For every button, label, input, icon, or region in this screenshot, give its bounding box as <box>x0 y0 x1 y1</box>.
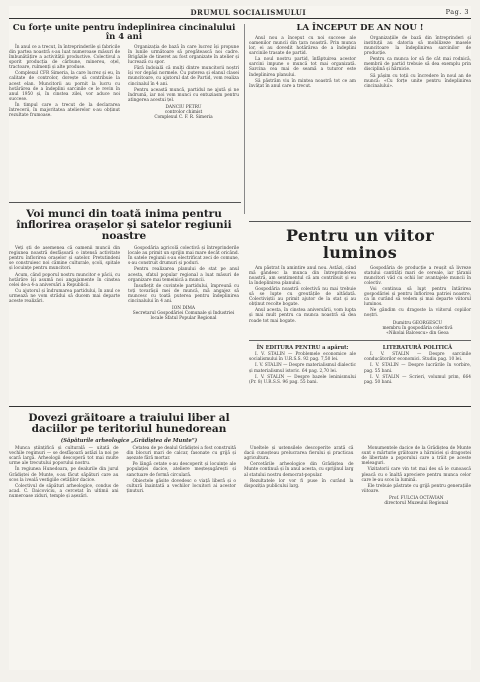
author-signature: Dumitru GEORGESCU membru în gospodăria colectivă «Nikolai Balcescu» din Geoa <box>382 320 453 336</box>
author-signature: ION DIMA Secretarul Gospodăriei Comunale și Industriei locale Sfatul Popular Regional <box>132 306 235 322</box>
paragraph: Anul acesta, în cinstea aniversării, vom lupta și mai mult pentru ca munca noastră să dea roade tot mai bogate. <box>249 308 356 324</box>
paragraph: Cetatea de pe dealul Grădiștei a fost construită din blocuri mari de calcar, fasonate cu grijă și așezate fără mortar. <box>126 446 236 462</box>
paragraph: În regiunea Hunedoara, pe dealurile din jurul Grădiștei de Munte, s-au făcut săpături care au scos la iveală vestigiile cetăților dacice. <box>9 467 119 483</box>
paragraph: Gospodăria agricolă colectivă și întreprinderile locale au primit un sprijin mai mare decât oricând. În satele regiunii s-au electrificat zeci de comune, s-au construit drumuri și poduri. <box>128 246 239 267</box>
article-column <box>9 45 120 121</box>
paragraph: Acum, când poporul nostru muncitor e păcii, cu hotărâre își asumă noi angajamente în cinstea celei de-a 4-a aniversări a Republicii. <box>9 272 120 288</box>
editura-box <box>249 343 356 386</box>
paragraph: Voi continua să lupt pentru întărirea gospodăriei și pentru înflorirea patriei noastre, ca în curând să vedem și mai departe viitorul luminos. <box>364 286 471 308</box>
article-cincinal <box>9 24 239 120</box>
paragraph: Să pășim cu toții cu încredere în noul an de muncă: «Cu forțe unite pentru îndeplinirea cincinalului». <box>364 73 471 89</box>
article-headline: LA ÎNCEPUT DE AN NOU ! <box>296 23 424 33</box>
article-viitor <box>249 228 471 386</box>
newspaper-name: DRUMUL SOCIALISMULUI <box>190 7 307 17</box>
paragraph: Pe lângă cetate s-au descoperit și locuințe ale populației dacice, ateliere meșteșugărești și sanctuare de formă circulară. <box>126 462 236 478</box>
paragraph: În timpul care a trecut de la declararea întrecerii, în majoritatea atelierelor s-au obținut rezultate frumoase. <box>9 102 120 119</box>
article-an-nou <box>249 24 471 90</box>
article-headline: Cu forțe unite pentru îndeplinirea cincinalului în 4 ani <box>12 23 236 42</box>
book-item: I. V. STALIN — Despre sarcinile conducătorilor economici. Studiu pag. 10 lei. <box>364 352 471 363</box>
paragraph: Monumentele dacice de la Grădiștea de Munte sunt o mărturie grăitoare a hărniciei și dragostei de libertate a poporului care a trăit pe aceste meleaguri. <box>361 446 471 467</box>
article-headline: Dovezi grăitoare a traiului liber al daciilor pe teritoriul hunedorean <box>28 412 230 436</box>
author-signature: Prof. FULCIA OCTAVIAN directorul Muzeului Regional <box>384 495 449 507</box>
article-column <box>9 446 119 506</box>
book-item: I. V. STALIN — Despre lucrările în vorbire, pag. 55 bani. <box>364 363 471 374</box>
article-regiune <box>9 209 239 322</box>
paragraph: Am păstrat în amintire anul nou. Astăzi, când mă gândesc la munca din întreprinderea noastră, am sentimentul că am contribuit și eu la îndeplinirea planului. <box>249 265 356 286</box>
article-column <box>364 36 471 90</box>
column-divider <box>244 24 245 214</box>
paragraph: Anul nou a început cu noi succese ale oamenilor muncii din țara noastră. Prin munca lor, ei au dovedit hotărârea de a îndeplini sarcinile trasate de partid. <box>249 35 356 57</box>
paragraph: La noul nostru partid, înfăptuirea acestor sarcini impune o muncă tot mai organizată. Sarcina cea mai de seamă a tuturor este îndeplinirea planului. <box>249 57 356 78</box>
paragraph: Gospodăria noastră colectivă nu mai trebuie să se lupte cu greutățile de altădată. Colectiviștii au primit ajutor de la stat și au obținut recolte bogate. <box>249 286 356 308</box>
page-number: Pag. 3 <box>445 8 469 16</box>
paragraph: În anul ce a trecut, în întreprinderile și fabricile din partea noastră s-au luat numeroase măsuri de îmbunătățire a activității productive. Colectivul a sporit producția de cărbune, minereu, oțel, tractoare, rulmenți și alte produse. <box>9 44 120 71</box>
paragraph: Organizația de bază în care lucrez își propune în lunile următoare să pregătească noi cadre. Brigăzile de tineret au fost organizate în atelier și lucrează cu spor. <box>128 44 239 66</box>
paragraph: Veți ști de asemenea că oamenii muncii din regiunea noastră desfășoară o intensă activitate pentru înflorirea orașelor și satelor. Pretutindeni se construiesc noi cămine culturale, școli, spitale și locuințe pentru muncitori. <box>9 246 120 272</box>
paragraph: Cu ajutorul și îndrumarea partidului, în anul ce urmează ne vom strădui să ducem mai departe aceste realizări. <box>9 288 120 304</box>
section-rule <box>9 406 471 407</box>
paragraph: Pentru această muncă, partidul ne ajută și ne îndrumă, iar noi vom munci cu entuziasm pentru atingerea acestui țel. <box>128 87 239 103</box>
book-item: I. V. STALIN — Scrieri, volumul prim, 664 pag. 50 bani. <box>364 374 471 385</box>
article-column <box>249 266 356 337</box>
literatura-box <box>364 343 471 386</box>
article-column <box>244 446 354 506</box>
paragraph: Rezultatele lor vor fi puse în curând la dispoziția publicului larg. <box>244 478 354 489</box>
literatura-heading: LITERATURĂ POLITICĂ <box>382 345 453 352</box>
paragraph: Obiectele găsite dovedesc o viață liberă și o cultură înaintată a vechilor locuitori ai acestor ținuturi. <box>126 478 236 494</box>
paragraph: Organizațiile de bază din întreprinderi și instituții au datoria să mobilizeze masele muncitoare la îndeplinirea sarcinilor de producție. <box>364 35 471 57</box>
section-rule <box>249 221 471 222</box>
paragraph: Pentru realizarea planului de stat pe anul acesta, sfatul popular regional a luat măsuri de organizare mai temeinică a muncii. <box>128 267 239 283</box>
article-column <box>362 446 472 506</box>
article-column <box>364 266 471 337</box>
paragraph: Uneltele și ustensilele descoperite arată că dacii cunoșteau prelucrarea fierului și practicau agricultura. <box>244 446 354 462</box>
paragraph: Cercetările arheologice din Grădiștea de Munte continuă și în anul acesta, cu sprijinul larg al statului nostru democrat-popular. <box>244 462 354 478</box>
author-signature: DANCIU PETRU controlor chimist Complexul C. F. R. Simeria <box>154 104 213 121</box>
paragraph: Ne gândim cu dragoste la viitorul copiilor noștri. <box>364 308 471 319</box>
article-subheadline: (Săpăturile arheologice „Grădiștea de Munte”) <box>60 438 198 445</box>
paragraph: Ele trebuie păstrate cu grijă pentru generațiile viitoare. <box>361 483 471 494</box>
article-column <box>127 446 237 506</box>
newspaper-page <box>9 6 471 670</box>
article-daci <box>9 413 471 506</box>
article-column <box>128 246 239 322</box>
editura-heading: ÎN EDITURA PENTRU a apărut: <box>256 345 349 352</box>
book-item: I. V. STALIN — Problemele economice ale socialismului în U.R.S.S. 92 pag. 7,50 lei. <box>249 352 356 363</box>
article-column <box>249 36 356 90</box>
article-headline: Pentru un viitor luminos <box>285 226 435 262</box>
article-column <box>128 45 239 121</box>
paragraph: Colectivul de săpături arheologice, condus de acad. C. Daicoviciu, a cercetat în ultimii ani numeroase ziduri, temple și așezări. <box>9 483 119 499</box>
article-column <box>9 246 120 322</box>
paragraph: Fără îndoială că mulți dintre muncitorii noștri își vor depăși normele. Cu puterea și elanul clasei muncitoare, cu ajutorul dat de Partid, vom realiza cincinalul în 4 ani. <box>128 66 239 87</box>
section-rule <box>9 202 241 203</box>
paragraph: Complexul CFR Simeria, la care lucrez și eu, în calitate de controlor, dorește să contribuie la acest elan. Muncitorii au pornit la lucru cu hotărârea de a îndeplini sarcinile ce le revin în anul 1950 și, în cinstea zilei, vor aduce noi succese. <box>9 71 120 102</box>
paragraph: Munca științifică și culturală — uitată de vechile regimuri — se desfășoară astăzi la noi pe scară largă. Arheologii descoperă tot mai multe urme ale trecutului poporului nostru. <box>9 446 119 467</box>
paragraph: Însuflețit de cuvintele partidului, împreună cu toți tovarășii mei de muncă, mă angajez să muncesc cu toată puterea pentru îndeplinirea cincinalului în 4 ani. <box>128 283 239 304</box>
paragraph: Pentru ca munca lor să fie cât mai rodnică, membrii de partid trebuie să dea exemplu prin disciplină și hărnicie. <box>364 57 471 73</box>
book-item: I. V. STALIN — Despre materialismul dialectic și materialismul istoric. 64 pag. 2,70 lei. <box>249 363 356 374</box>
paragraph: Să păstrăm viu în mintea noastră tot ce am învățat în anul care a trecut. <box>249 78 356 89</box>
article-headline: Voi munci din toată inima pentru înflorirea orașelor și satelor regiunii noastre <box>16 208 232 243</box>
page-header <box>9 6 471 19</box>
paragraph: Vizitatorii care vin tot mai des să le cunoască pleacă cu o înaltă apreciere pentru munca celor care le-au scos la lumină. <box>361 467 471 483</box>
book-item: I. V. STALIN — Despre bazele leninismului (Pr. 8) U.R.S.S. 96 pag. 55 bani. <box>249 374 356 385</box>
paragraph: Gospodăria de producție a reușit să livreze statului cantități mari de cereale, iar țăranii muncitori văd cu ochii lor avantajele muncii în colectiv. <box>364 265 471 286</box>
